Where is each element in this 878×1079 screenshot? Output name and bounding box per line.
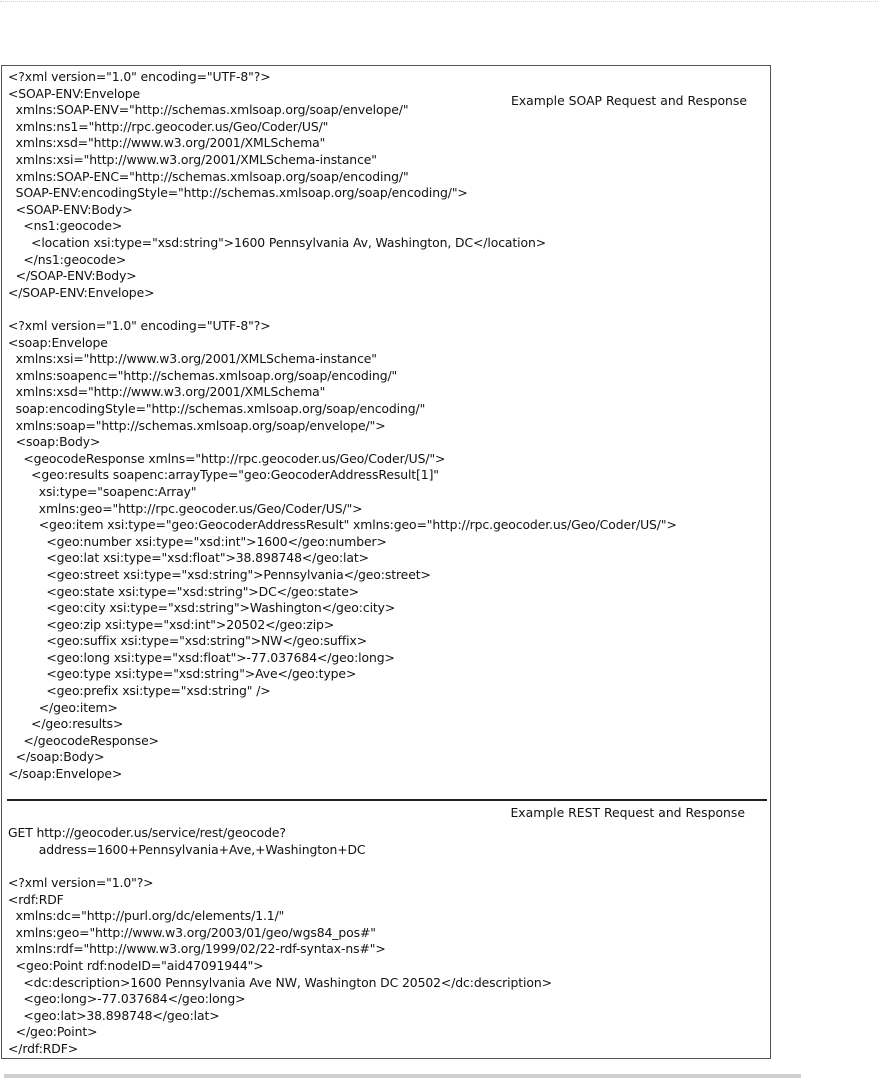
top-dotted-rule xyxy=(0,1,878,2)
soap-request-code: <?xml version="1.0" encoding="UTF-8"?> <SOAP-ENV:Envelope xmlns:SOAP-ENV="http://schemas.xmlsoap.org/soap/envelope/" xmlns:ns1="http://rpc.geocoder.us/Geo/Coder/US/" xmlns:xsd="http://www.w3.org/2001/XMLSchema" xmlns:xsi="http://www.w3.org/2001/XMLSchema-instance" xmlns:SOAP-ENC="http://schemas.xmlsoap.org/soap/encoding/" SOAP-ENV:encodingStyle="http://schemas.xmlsoap.org/soap/encoding/"> <SOAP-ENV:Body> <ns1:geocode> <location xsi:type="xsd:string">1600 Pennsylvania Av, Washington, DC</location> </ns1:geocode> </SOAP-ENV:Body> </SOAP-ENV:Envelope> xyxy=(8,69,547,300)
section-divider xyxy=(7,799,767,801)
example-figure-frame xyxy=(1,65,771,1059)
rest-request-code: GET http://geocoder.us/service/rest/geocode? address=1600+Pennsylvania+Ave,+Washington+DC xyxy=(8,825,366,857)
rest-response-code: <?xml version="1.0"?> <rdf:RDF xmlns:dc="http://purl.org/dc/elements/1.1/" xmlns:geo="http://www.w3.org/2003/01/geo/wgs84_pos#" xmlns:rdf="http://www.w3.org/1999/02/22-rdf-syntax-ns#"> <geo:Point rdf:nodeID="aid47091944"> <dc:description>1600 Pennsylvania Ave NW, Washington DC 20502</dc:description> <geo:long>-77.037684</geo:long> <geo:lat>38.898748</geo:lat> </geo:Point> </rdf:RDF> xyxy=(8,875,552,1056)
bottom-scroll-bar xyxy=(4,1074,801,1078)
rest-section-title: Example REST Request and Response xyxy=(510,805,745,820)
soap-section-title: Example SOAP Request and Response xyxy=(510,93,747,108)
soap-response-code: <?xml version="1.0" encoding="UTF-8"?> <soap:Envelope xmlns:xsi="http://www.w3.org/2001/XMLSchema-instance" xmlns:soapenc="http://schemas.xmlsoap.org/soap/encoding/" xmlns:xsd="http://www.w3.org/2001/XMLSchema" soap:encodingStyle="http://schemas.xmlsoap.org/soap/encoding/" xmlns:soap="http://schemas.xmlsoap.org/soap/envelope/"> <soap:Body> <geocodeResponse xmlns="http://rpc.geocoder.us/Geo/Coder/US/"> <geo:results soapenc:arrayType="geo:GeocoderAddressResult[1]" xsi:type="soapenc:Array" xmlns:geo="http://rpc.geocoder.us/Geo/Coder/US/"> <geo:item xsi:type="geo:GeocoderAddressResult" xmlns:geo="http://rpc.geocoder.us/Geo/Coder/US/"> <geo:number xsi:type="xsd:int">1600</geo:number> <geo:lat xsi:type="xsd:float">38.898748</geo:lat> <geo:street xsi:type="xsd:string">Pennsylvania</geo:street> <geo:state xsi:type="xsd:string">DC</geo:state> <geo:city xsi:type="xsd:string">Washington</geo:city> <geo:zip xsi:type="xsd:int">20502</geo:zip> <geo:suffix xsi:type="xsd:string">NW</geo:suffix> <geo:long xsi:type="xsd:float">-77.037684</geo:long> <geo:type xsi:type="xsd:string">Ave</geo:type> <geo:prefix xsi:type="xsd:string" /> </geo:item> </geo:results> </geocodeResponse> </soap:Body> </soap:Envelope> xyxy=(8,318,677,782)
